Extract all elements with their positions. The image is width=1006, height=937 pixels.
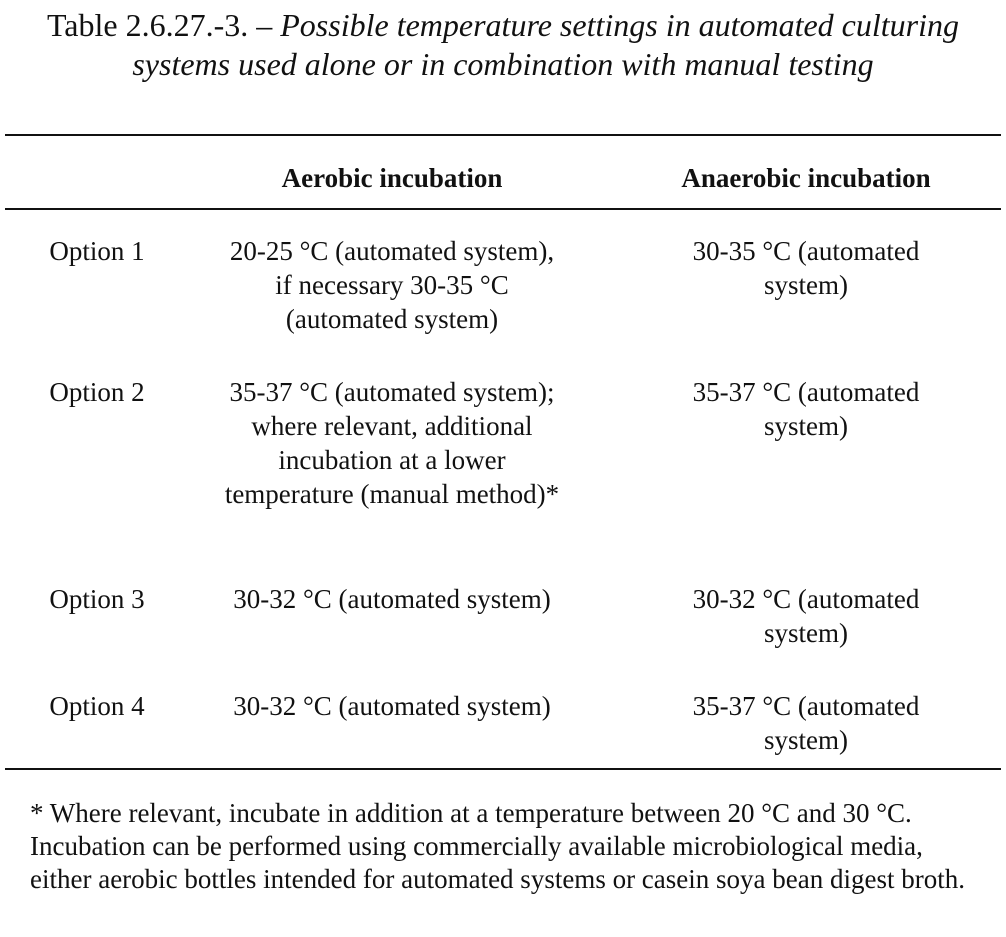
header-aerobic: Aerobic incubation (281, 163, 503, 193)
caption-dash: – (256, 7, 273, 43)
aerobic-cell: 30-32 °C (automated system) (233, 584, 551, 614)
table-top-rule (5, 134, 1001, 136)
option-cell: Option 2 (49, 377, 145, 407)
anaerobic-cell: 35-37 °C (automated system) (692, 691, 920, 755)
aerobic-cell: 20-25 °C (automated system), if necessary 30-35 °C (automated system) (229, 236, 555, 334)
table-number: Table 2.6.27.-3. (46, 7, 249, 43)
anaerobic-cell: 30-32 °C (automated system) (692, 584, 920, 648)
aerobic-cell: 35-37 °C (automated system); where relevant, additional incubation at a lower temperature (manual method)* (224, 377, 560, 509)
header-anaerobic: Anaerobic incubation (681, 163, 931, 193)
option-cell: Option 4 (49, 691, 145, 721)
aerobic-cell: 30-32 °C (automated system) (233, 691, 551, 721)
table-footnote: * Where relevant, incubate in addition at a temperature between 20 °C and 30 °C. Incubation can be performed using commercially available microbiological media, either aerobic bottles intended for automated systems or casein soya bean digest broth. (30, 798, 965, 894)
table-bottom-rule (5, 768, 1001, 770)
anaerobic-cell: 30-35 °C (automated system) (692, 236, 920, 300)
option-cell: Option 1 (49, 236, 145, 266)
table-caption (10, 6, 996, 84)
header-rule (5, 208, 1001, 210)
anaerobic-cell: 35-37 °C (automated system) (692, 377, 920, 441)
option-cell: Option 3 (49, 584, 145, 614)
table-title: Possible temperature settings in automated culturing systems used alone or in combination with manual testing (132, 7, 959, 82)
